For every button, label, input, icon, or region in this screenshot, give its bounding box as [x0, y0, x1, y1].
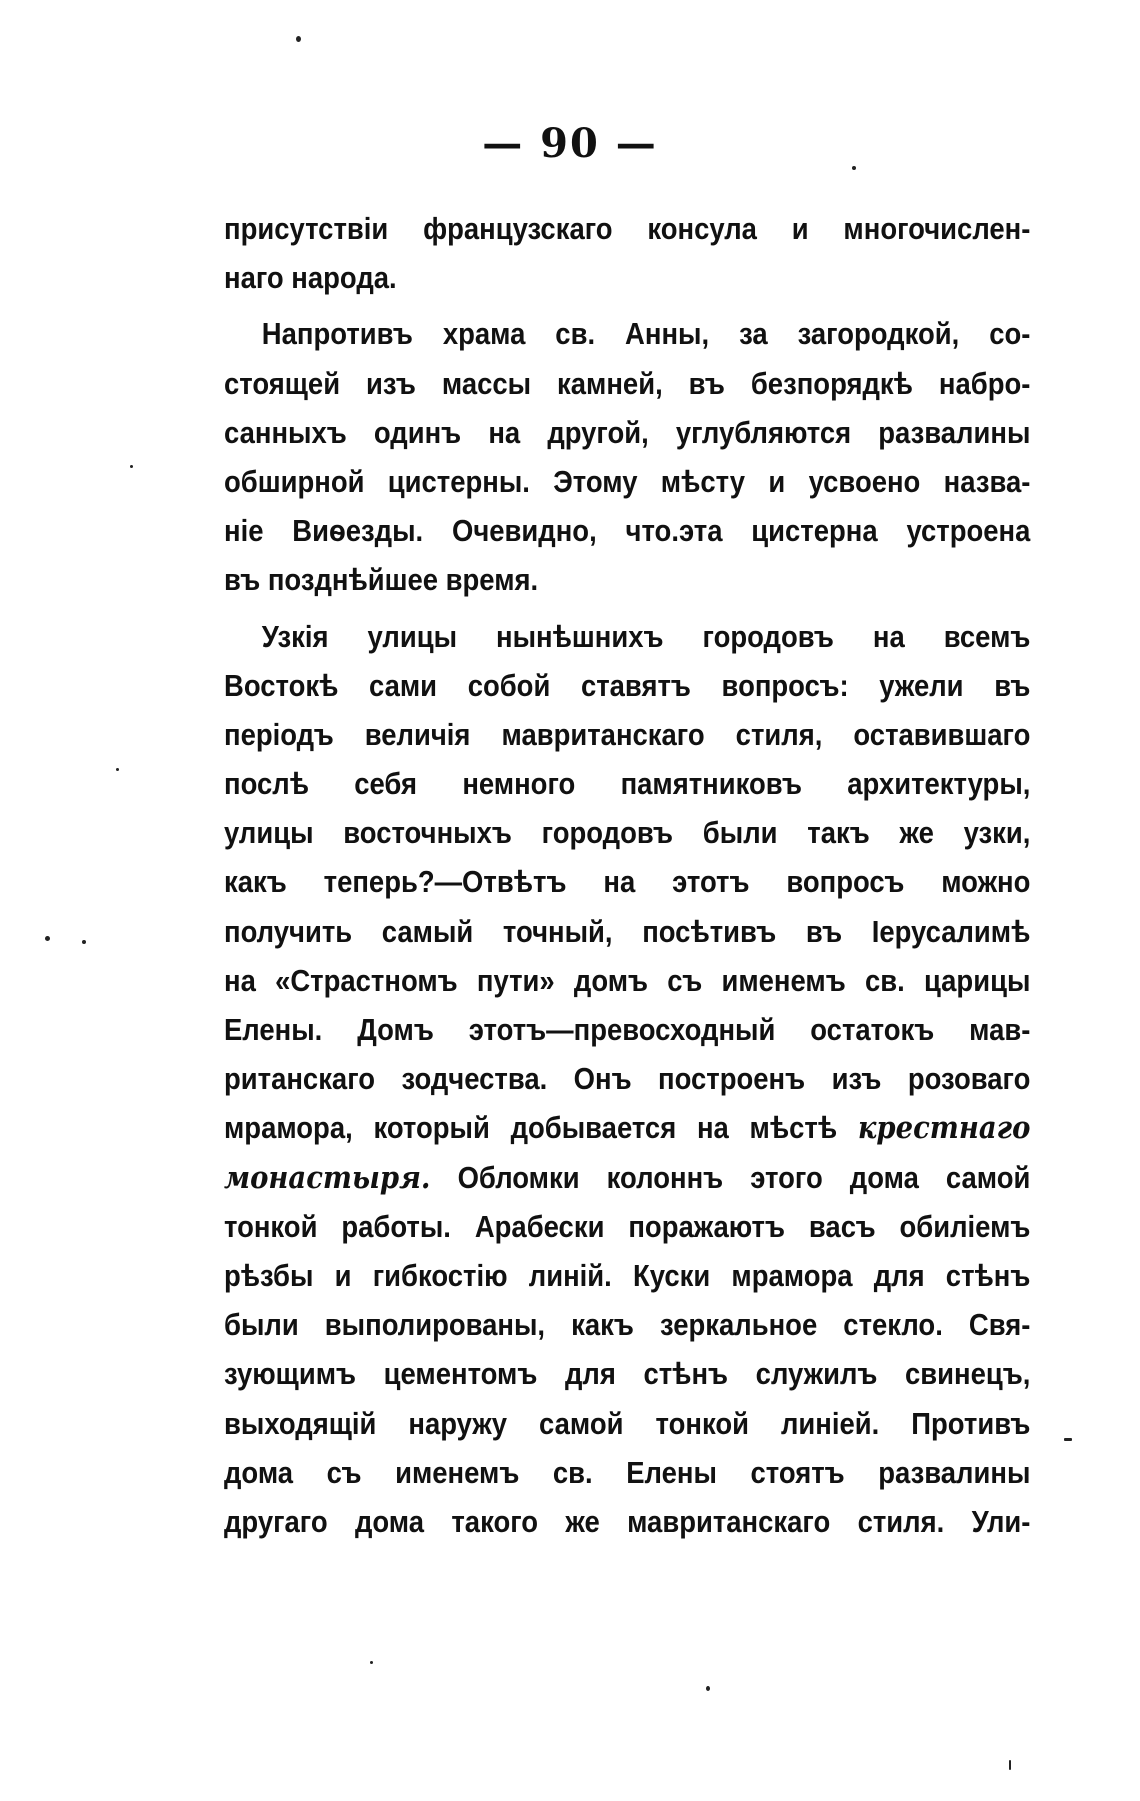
italic-phrase: монастыря. [224, 1159, 431, 1196]
scan-speck [370, 1661, 373, 1664]
text-line: ніе Виѳезды. Очевидно, что.эта цистерна устроена [224, 514, 1031, 549]
text-line: Напротивъ храма св. Анны, за загородкой, со- [261, 317, 1031, 352]
text-line: обширной цистерны. Этому мѣсту и усвоено назва- [224, 464, 1031, 499]
text-line: тонкой работы. Арабески поражаютъ васъ обиліемъ [224, 1209, 1031, 1244]
text-line: Елены. Домъ этотъ—превосходный остатокъ мав- [224, 1013, 1031, 1047]
text-line: ританскаго зодчества. Онъ построенъ изъ розоваго [224, 1062, 1031, 1097]
scan-speck [296, 36, 301, 42]
text-line: послѣ себя немного памятниковъ архитектуры, [224, 767, 1031, 802]
text-line: періодъ величія мавританскаго стиля, оставившаго [224, 717, 1031, 752]
line-regular-part: Обломки колоннъ этого дома самой [430, 1160, 1031, 1195]
text-line: наго народа. [224, 261, 397, 296]
scan-speck [82, 940, 86, 944]
text-line: были выполированы, какъ зеркальное стекло. Свя- [224, 1308, 1031, 1343]
text-line: стоящей изъ массы камней, въ безпорядкѣ набро- [224, 366, 1031, 401]
page-number: — 90 — [482, 120, 658, 167]
scan-speck [1064, 1438, 1072, 1441]
text-line: рѣзбы и гибкостію линій. Куски мрамора для стѣнъ [224, 1258, 1031, 1293]
text-line [224, 1104, 1030, 1153]
italic-phrase: крестнаго [857, 1110, 1031, 1147]
text-line: Узкія улицы нынѣшнихъ городовъ на всемъ [261, 619, 1031, 654]
text-line: на «Страстномъ пути» домъ съ именемъ св. царицы [224, 963, 1031, 998]
text-line: Востокѣ сами собой ставятъ вопросъ: ужели въ [224, 668, 1031, 703]
scan-speck [1009, 1760, 1011, 1770]
text-line: какъ теперь?—Отвѣтъ на этотъ вопросъ можно [224, 865, 1031, 900]
text-line: зующимъ цементомъ для стѣнъ служилъ свинецъ, [224, 1357, 1031, 1392]
text-line: получить самый точный, посѣтивъ въ Іерусалимѣ [224, 914, 1031, 949]
scan-speck [45, 936, 50, 941]
body-text [224, 205, 1031, 1547]
scan-speck [706, 1686, 710, 1691]
scan-speck [130, 465, 133, 468]
text-line: санныхъ одинъ на другой, углубляются развалины [224, 415, 1031, 450]
text-line: въ позднѣйшее время. [224, 563, 539, 598]
text-line: присутствіи французскаго консула и многочислен- [224, 212, 1031, 246]
scan-speck [116, 768, 119, 771]
text-line [224, 1154, 1030, 1203]
line-regular-part: мрамора, который добывается на мѣстѣ [224, 1111, 858, 1146]
text-line: выходящій наружу самой тонкой линіей. Противъ [224, 1406, 1031, 1441]
text-line: дома съ именемъ св. Елены стоятъ развалины [224, 1455, 1031, 1490]
text-line: улицы восточныхъ городовъ были такъ же узки, [224, 816, 1031, 851]
text-line: другаго дома такого же мавританскаго стиля. Ули- [224, 1504, 1031, 1539]
scan-speck [852, 166, 856, 170]
